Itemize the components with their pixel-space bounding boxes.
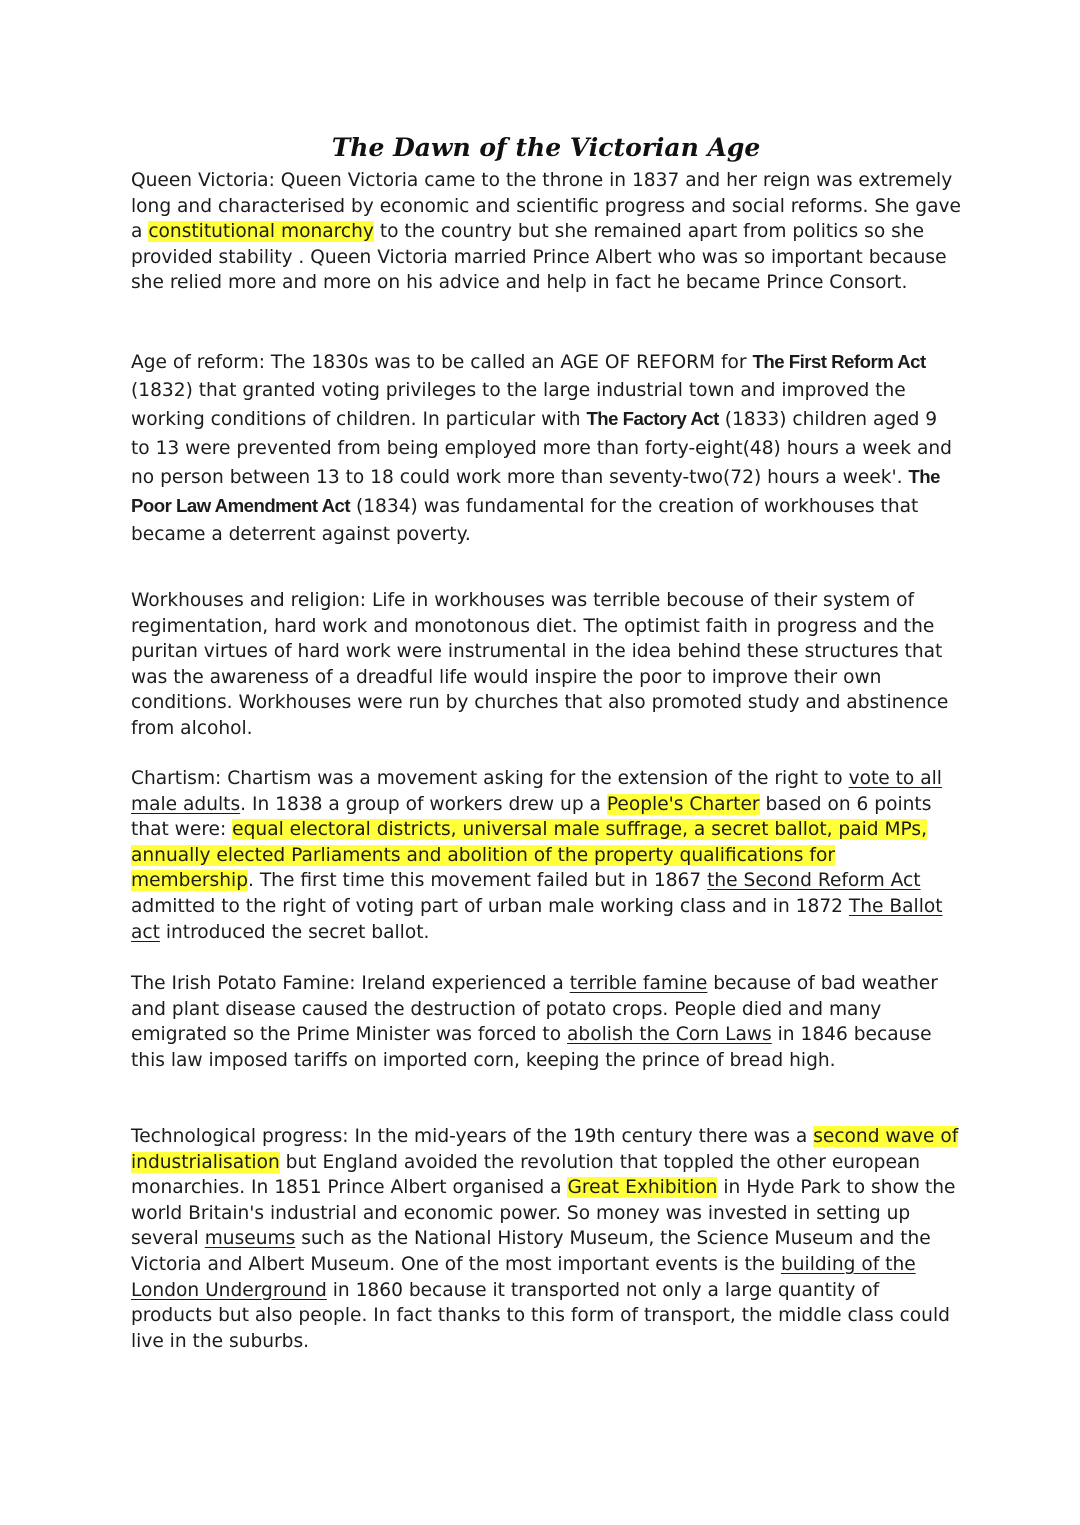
text-run: Technological progress: In the mid-years of the 19th century there was a: [131, 1126, 814, 1147]
text-run: in 1860 because it transported not only a large quantity of products but also people. In fact thanks to this form of transport, the middle class could live in the suburbs.: [131, 1279, 950, 1352]
highlight-great-exhibition: Great Exhibition: [567, 1177, 718, 1199]
highlight-charter-points: equal electoral districts, universal male suffrage, a secret ballot, paid MPs, annually elected Parliaments and abolition of the property qualifications for membership: [131, 819, 928, 892]
paragraph-technological-progress: [131, 1124, 961, 1354]
highlight-second-wave-industrialisation: second wave of industrialisation: [131, 1126, 959, 1173]
paragraph-workhouses-religion: Workhouses and religion: Life in workhouses was terrible becouse of their system of regimentation, hard work and monotonous diet. The optimist faith in progress and the puritan virtues of hard work were instrumental in the idea behind these structures that was the awareness of a dreadful life would inspire the poor to improve their own conditions. Workhouses were run by churches that also promoted study and abstinence from alcohol.: [131, 590, 949, 739]
paragraph-irish-potato-famine: [131, 971, 961, 1073]
underline-vote-to-all-male-adults: vote to all male adults: [131, 768, 942, 815]
paragraph-age-of-reform: [131, 348, 961, 549]
bold-first-reform-act: The First Reform Act: [752, 351, 926, 372]
text-run: introduced the secret ballot.: [159, 921, 430, 943]
paragraph-queen-victoria: [131, 168, 961, 296]
document-page: [131, 128, 961, 1352]
document-title: The Dawn of the Victorian Age: [331, 133, 761, 162]
text-run: Queen Victoria: Queen Victoria came to the throne in 1837 and her reign was extremely long and characterised by economic and scientific progress and social reforms. She gave a: [131, 170, 961, 243]
underline-second-reform-act: the Second Reform Act: [707, 870, 921, 892]
text-run: in Hyde Park to show the world Britain's industrial and economic power. So money was invested in setting up several: [131, 1177, 956, 1250]
text-run: in 1846 because this law imposed tariffs on imported corn, keeping the prince of bread high.: [131, 1024, 932, 1071]
underline-london-underground: building of the London Underground: [131, 1253, 916, 1301]
text-run: Age of reform: The 1830s was to be called an AGE OF REFORM for: [131, 352, 753, 373]
underline-abolish-corn-laws: abolish the Corn Laws: [567, 1024, 772, 1046]
text-run: admitted to the right of voting part of urban male working class and in 1872: [131, 895, 849, 917]
underline-ballot-act: The Ballot act: [131, 895, 943, 943]
text-run: (1833) children aged 9 to 13 were prevented from being employed more than forty-eight(48) hours a week and no person between 13 to 18 could work more than seventy-two(72) hours a week'.: [131, 409, 952, 488]
text-run: (1832) that granted voting privileges to the large industrial town and improved the working conditions of children. In particular with: [131, 380, 906, 431]
bold-factory-act: The Factory Act: [586, 408, 719, 430]
bold-poor-law-amendment-act: The Poor Law Amendment Act: [131, 465, 940, 517]
text-run: to the country but she remained apart from politics so she provided stability . Queen Victoria married Prince Albert who was so important because she relied more and more on his advice and help in fact he became Prince Consort.: [131, 221, 947, 294]
text-run: (1834) was fundamental for the creation of workhouses that became a deterrent against poverty.: [131, 496, 919, 546]
text-run: The Irish Potato Famine: Ireland experienced a: [131, 973, 570, 994]
text-run: . In 1838 a group of workers drew up a: [240, 793, 607, 815]
underline-museums: museums: [204, 1228, 296, 1250]
paragraph-chartism: [131, 766, 961, 945]
underline-terrible-famine: terrible famine: [569, 973, 708, 994]
text-run: . The first time this movement failed but in 1867: [248, 870, 708, 892]
highlight-constitutional-monarchy: constitutional monarchy: [148, 221, 374, 243]
text-run: Chartism: Chartism was a movement asking for the extension of the right to: [131, 768, 849, 789]
highlight-peoples-charter: People's Charter: [606, 793, 760, 815]
text-run: but England avoided the revolution that toppled the other european monarchies. In 1851 Prince Albert organised a: [131, 1151, 921, 1199]
text-run: based on 6 points that were:: [131, 793, 932, 841]
text-run: because of bad weather and plant disease caused the destruction of potato crops. People died and many emigrated so the Prime Minister was forced to: [131, 973, 938, 1046]
text-run: such as the National History Museum, the Science Museum and the Victoria and Albert Museum. One of the most important events is the: [131, 1228, 931, 1275]
